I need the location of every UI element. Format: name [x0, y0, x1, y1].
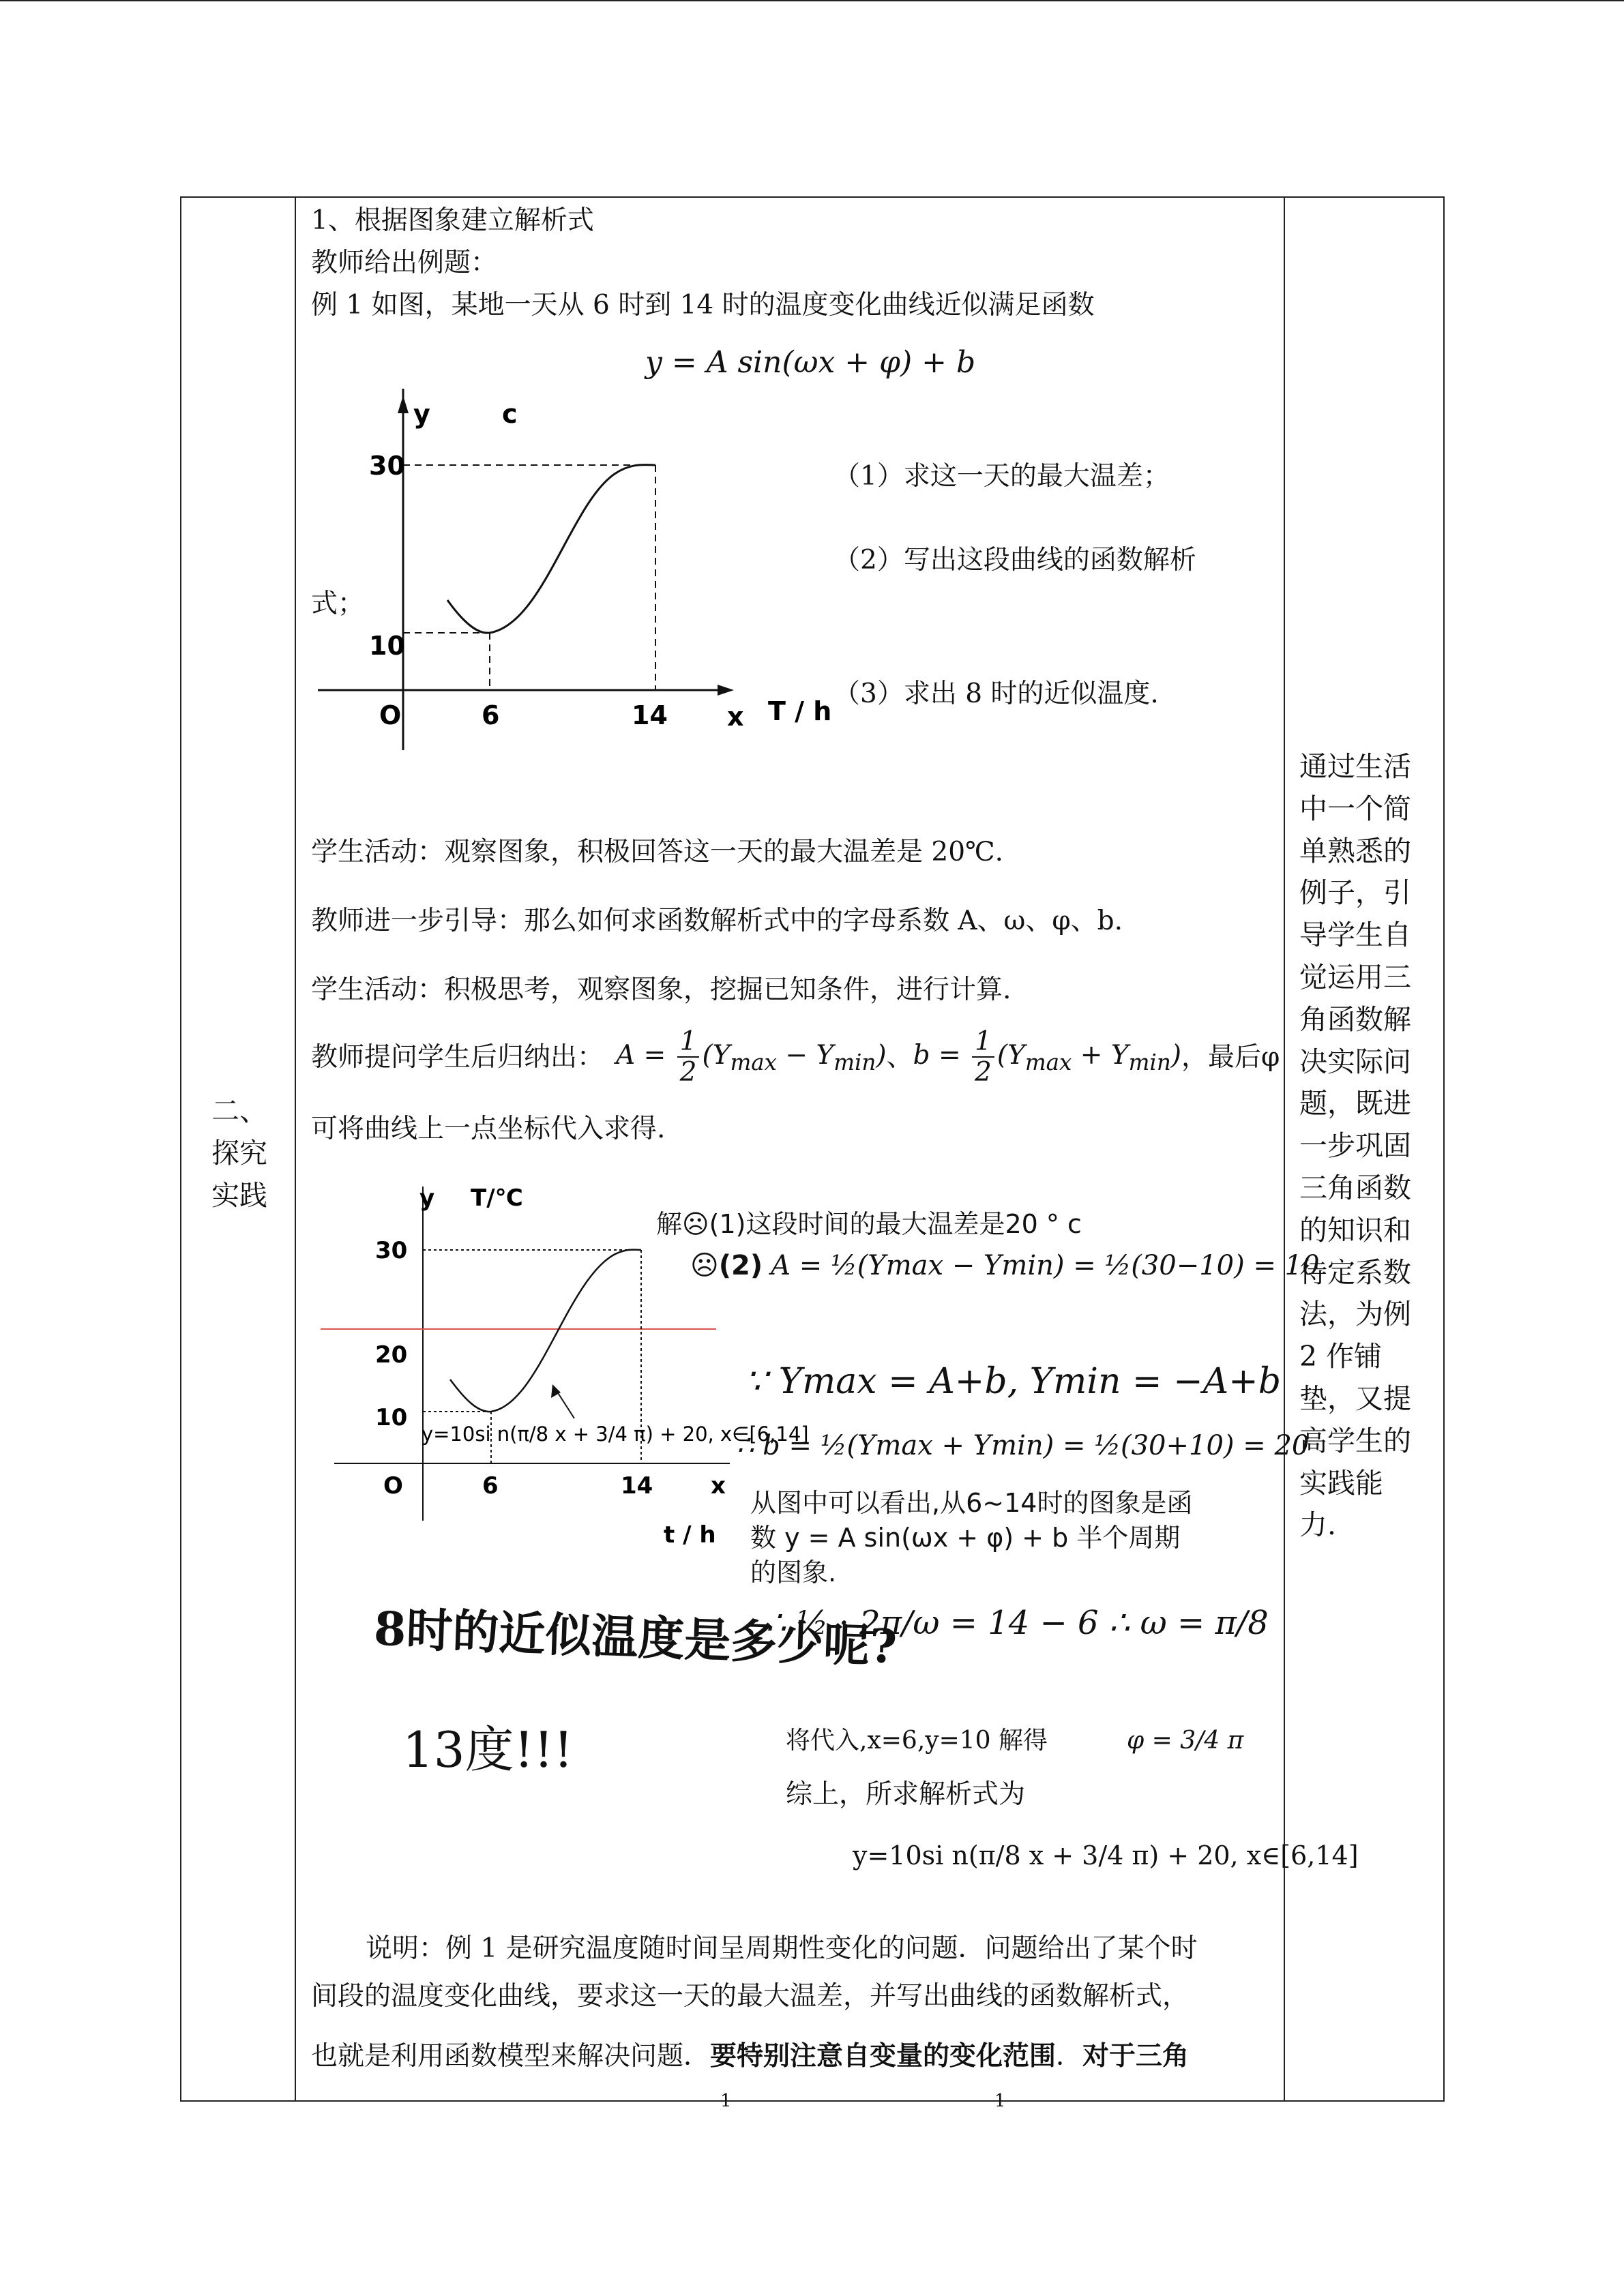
y-tick-20: 20	[375, 1341, 408, 1369]
final-formula: y=10si n(π/8 x + 3/4 π) + 20, x∈[6,14]	[853, 1840, 1359, 1870]
y-unit-label: T/℃	[471, 1184, 523, 1212]
side-note-line: 法，为例	[1299, 1298, 1411, 1331]
page-number-1: 1	[720, 2091, 732, 2111]
solution-step-5b: 数 y = A sin(ωx + φ) + b 半个周期	[750, 1523, 1181, 1553]
side-note-line: 决实际问	[1299, 1045, 1411, 1078]
formula-b: b = $\frac{1}{2}$ $(Y_{max} + Y_{min})$	[913, 1026, 1181, 1088]
temperature-curve	[450, 1250, 641, 1412]
side-note	[1299, 746, 1419, 1547]
solution-step-3: ∵ Ymax = A+b, Ymin = −A+b	[745, 1361, 1282, 1402]
side-note-line: 三角函数	[1299, 1171, 1411, 1204]
x-unit-label: t / h	[664, 1521, 716, 1549]
summary-prefix: 教师提问学生后归纳出：	[311, 1041, 604, 1073]
solution-step-7: 将代入,x=6,y=10 解得	[786, 1727, 1048, 1755]
y-tick-30: 30	[369, 451, 405, 481]
solution-step-1: 解☹(1)这段时间的最大温差是20 ° c	[656, 1209, 1082, 1239]
page-top-rule	[0, 0, 1624, 1]
solution-step-2	[690, 1252, 1320, 1279]
side-note-line: 单熟悉的	[1299, 834, 1411, 867]
x-axis-arrow	[718, 685, 734, 696]
origin-label: O	[379, 700, 402, 730]
side-note-line: 的知识和	[1299, 1213, 1411, 1247]
teacher-guide: 教师进一步引导：那么如何求函数解析式中的字母系数 A、ω、φ、b.	[311, 906, 1123, 936]
x-axis-label: x	[711, 1472, 726, 1500]
question-3: （3）求出 8 时的近似温度.	[833, 679, 1159, 709]
x-tick-6: 6	[482, 1472, 499, 1500]
page-number-2: 1	[994, 2091, 1006, 2111]
note-line-3-part: ．	[1056, 2041, 1083, 2072]
solution-step-6: ∴ ½ · 2π/ω = 14 − 6 ∴ ω = π/8	[765, 1604, 1269, 1642]
side-note-line: 例子，引	[1299, 876, 1411, 910]
solution-phi: φ = 3/4 π	[1127, 1727, 1244, 1755]
summary-suffix: ，最后φ	[1181, 1041, 1280, 1073]
note-line-3	[311, 2043, 1189, 2070]
example-1-text: 例 1 如图，某地一天从 6 时到 14 时的温度变化曲线近似满足函数	[311, 290, 1095, 320]
column-divider-left	[295, 198, 296, 2100]
side-note-line: 待定系数	[1299, 1255, 1411, 1289]
y-axis-arrow	[398, 396, 409, 413]
y-tick-10: 10	[369, 631, 405, 661]
side-note-line: 垫，又提	[1299, 1382, 1411, 1415]
note-emphasis: 对于三角	[1082, 2041, 1190, 2072]
x-tick-14: 14	[621, 1472, 653, 1500]
side-note-line: 通过生活	[1299, 750, 1411, 783]
y-axis-label: y	[419, 1184, 435, 1212]
side-note-line: 觉运用三	[1299, 960, 1411, 994]
note-line-2: 间段的温度变化曲线，要求这一天的最大温差，并写出曲线的函数解析式，	[311, 1981, 1190, 2012]
annotation-arrow	[556, 1390, 574, 1418]
temperature-curve	[447, 465, 655, 633]
x-axis-label: x	[727, 702, 744, 732]
question-1: （1）求这一天的最大温差；	[833, 461, 1170, 492]
student-activity-2: 学生活动：积极思考，观察图象，挖掘已知条件，进行计算.	[311, 974, 1012, 1005]
temperature-graph-1	[311, 389, 832, 757]
section-label	[211, 1090, 267, 1217]
side-note-line: 力.	[1299, 1508, 1337, 1542]
question-2: （2）写出这段曲线的函数解析	[833, 545, 1196, 576]
y-tick-30: 30	[375, 1237, 408, 1264]
handwritten-answer: 13度!!!	[402, 1721, 574, 1778]
section-label-line: 实践	[211, 1179, 267, 1212]
graph-formula: y=10si n(π/8 x + 3/4 π) + 20, x∈[6,14]	[422, 1422, 809, 1446]
summary-line	[311, 1028, 1280, 1086]
side-note-line: 中一个简	[1299, 792, 1411, 825]
side-note-line: 实践能	[1299, 1466, 1383, 1500]
summary-sep: 、	[886, 1041, 913, 1073]
note-line-3-part: 也就是利用函数模型来解决问题．	[311, 2041, 711, 2072]
step-2-formula: A = ½(Ymax − Ymin) = ½(30−10) = 10	[771, 1250, 1320, 1281]
student-activity-1: 学生活动：观察图象，积极回答这一天的最大温差是 20℃.	[311, 837, 1004, 867]
note-line-1: 说明：例 1 是研究温度随时间呈周期性变化的问题．问题给出了某个时	[366, 1933, 1198, 1964]
main-formula: y = A sin(ωx + φ) + b	[645, 345, 976, 380]
section-label-line: 探究	[211, 1137, 267, 1169]
y-tick-10: 10	[375, 1404, 408, 1431]
side-note-line: 一步巩固	[1299, 1129, 1411, 1163]
summary-line-2: 可将曲线上一点坐标代入求得.	[311, 1114, 666, 1144]
x-tick-6: 6	[482, 700, 500, 730]
side-note-line: 2 作铺	[1299, 1340, 1383, 1373]
section-heading: 1、根据图象建立解析式	[311, 205, 594, 236]
side-note-line: 角函数解	[1299, 1002, 1411, 1036]
side-note-line: 导学生自	[1299, 919, 1411, 952]
side-note-line: 题，既进	[1299, 1087, 1411, 1120]
teacher-example-label: 教师给出例题：	[311, 248, 498, 278]
formula-a: A = $\frac{1}{2}$ $(Y_{max} - Y_{min})$	[616, 1026, 887, 1088]
note-emphasis: 要特别注意自变量的变化范围	[710, 2041, 1057, 2072]
x-tick-14: 14	[632, 700, 668, 730]
y-axis-label: y	[413, 399, 430, 429]
step-2-label: ☹(2)	[690, 1250, 763, 1281]
x-unit-label: T / h	[768, 696, 832, 726]
solution-step-5c: 的图象.	[750, 1557, 837, 1587]
question-2-continued: 式；	[311, 588, 365, 619]
y-unit-label: c	[502, 399, 518, 429]
solution-step-4: ∴ b = ½(Ymax + Ymin) = ½(30+10) = 20	[737, 1430, 1310, 1461]
solution-step-5a: 从图中可以看出,从6~14时的图象是函	[750, 1488, 1193, 1518]
section-label-line: 二、	[211, 1094, 267, 1127]
solution-step-8: 综上，所求解析式为	[786, 1779, 1026, 1810]
origin-label: O	[383, 1472, 403, 1500]
side-note-line: 高学生的	[1299, 1424, 1411, 1457]
handwritten-question: 8时的近似温度是多少呢?	[372, 1601, 898, 1675]
column-divider-right	[1284, 198, 1285, 2100]
